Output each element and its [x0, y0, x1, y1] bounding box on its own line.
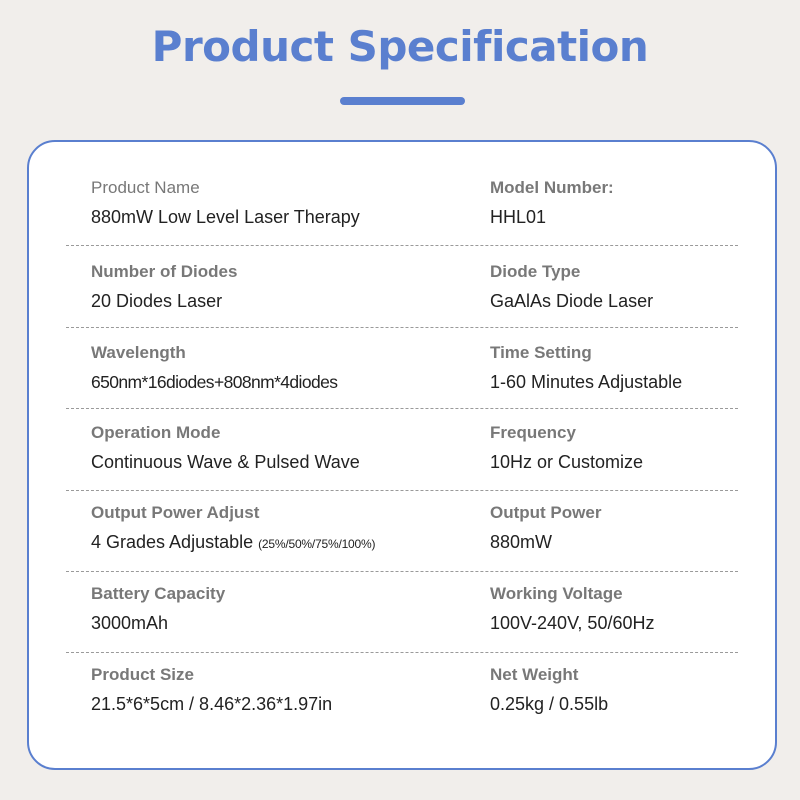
- spec-label-model-number: Model Number:: [490, 178, 614, 197]
- spec-label-diode-type: Diode Type: [490, 262, 581, 281]
- row-divider: [66, 327, 738, 328]
- spec-value-wavelength: 650nm*16diodes+808nm*4diodes: [91, 372, 338, 392]
- spec-label-product-size: Product Size: [91, 665, 194, 684]
- spec-label-working-voltage: Working Voltage: [490, 584, 623, 603]
- spec-value-product-name: 880mW Low Level Laser Therapy: [91, 207, 360, 227]
- spec-card: [27, 140, 777, 770]
- spec-value-frequency: 10Hz or Customize: [490, 452, 644, 472]
- spec-label-operation-mode: Operation Mode: [91, 423, 221, 442]
- spec-value-output-power-adjust: [91, 532, 375, 553]
- spec-value-product-size: 21.5*6*5cm / 8.46*2.36*1.97in: [91, 694, 333, 714]
- row-divider: [66, 652, 738, 653]
- row-divider: [66, 408, 738, 409]
- spec-row-wavelength: [29, 343, 775, 413]
- page-title: Product Specification: [151, 22, 649, 71]
- spec-label-time-setting: Time Setting: [490, 343, 592, 362]
- title-underline: [340, 97, 465, 105]
- spec-label-output-power-adjust: Output Power Adjust: [91, 503, 260, 522]
- spec-value-time-setting: 1-60 Minutes Adjustable: [490, 372, 683, 392]
- spec-label-battery-capacity: Battery Capacity: [91, 584, 226, 603]
- spec-value-output-power-adjust-text: 4 Grades Adjustable: [91, 532, 254, 552]
- row-divider: [66, 245, 738, 246]
- spec-label-net-weight: Net Weight: [490, 665, 579, 684]
- spec-value-diode-type: GaAlAs Diode Laser: [490, 291, 654, 311]
- row-divider: [66, 571, 738, 572]
- spec-row-diodes: [29, 262, 775, 332]
- spec-row-size-weight: [29, 665, 775, 735]
- spec-value-model-number: HHL01: [490, 207, 547, 227]
- spec-row-battery: [29, 584, 775, 654]
- spec-value-working-voltage: 100V-240V, 50/60Hz: [490, 613, 655, 633]
- spec-value-number-of-diodes: 20 Diodes Laser: [91, 291, 223, 311]
- spec-value-battery-capacity: 3000mAh: [91, 613, 169, 633]
- spec-value-output-power-adjust-note: (25%/50%/75%/100%): [258, 537, 376, 551]
- spec-label-number-of-diodes: Number of Diodes: [91, 262, 238, 281]
- spec-row-output-power: [29, 503, 775, 573]
- spec-label-frequency: Frequency: [490, 423, 576, 442]
- spec-row-product-name: [29, 178, 775, 248]
- spec-value-net-weight: 0.25kg / 0.55lb: [490, 694, 609, 714]
- spec-value-operation-mode: Continuous Wave & Pulsed Wave: [91, 452, 360, 472]
- spec-row-operation-mode: [29, 423, 775, 493]
- spec-label-output-power: Output Power: [490, 503, 602, 522]
- spec-label-wavelength: Wavelength: [91, 343, 186, 362]
- row-divider: [66, 490, 738, 491]
- spec-value-output-power: 880mW: [490, 532, 553, 552]
- spec-label-product-name: Product Name: [91, 178, 200, 197]
